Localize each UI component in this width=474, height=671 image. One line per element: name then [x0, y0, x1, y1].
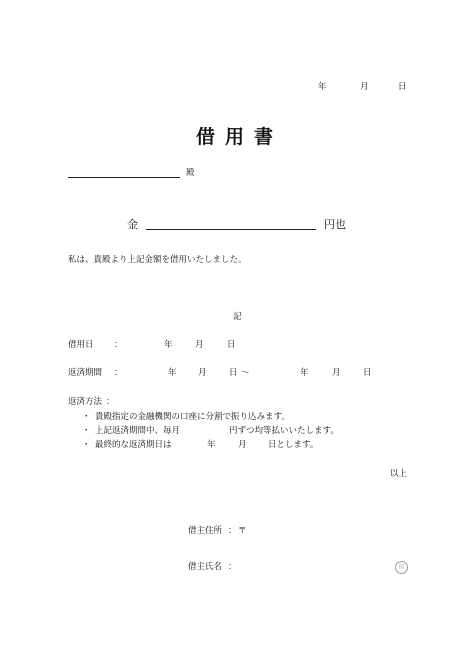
repayment-period-label: 返済期間 — [68, 368, 103, 378]
method-bullet-3: ・ — [82, 440, 91, 450]
period-end-month: 月 — [332, 368, 341, 378]
date-month: 月 — [360, 82, 369, 92]
method-item-1: 貴殿指定の金融機関の口座に分割で振り込みます。 — [95, 412, 290, 422]
amount-prefix: 金 — [127, 218, 138, 231]
borrow-date-label: 借用日 — [68, 340, 94, 350]
repayment-method-label: 返済方法 — [68, 397, 103, 407]
ijo-closing: 以上 — [390, 469, 408, 479]
borrower-name-colon: ： — [228, 562, 237, 572]
period-start-day: 日 — [229, 368, 238, 378]
borrow-statement: 私は、貴殿より上記金額を借用いたしました。 — [68, 255, 247, 265]
method-item-3: 最終的な返済期日は — [95, 440, 172, 450]
borrow-date-colon: ： — [114, 340, 123, 350]
method-item-2-tail: 円ずつ均等払いいたします。 — [229, 426, 339, 436]
addressee-suffix: 殿 — [186, 168, 195, 178]
borrow-date-month: 月 — [195, 340, 204, 350]
method-bullet-1: ・ — [82, 412, 91, 422]
borrower-address-colon: ： — [228, 526, 237, 536]
method-item-3-month: 月 — [238, 440, 247, 450]
period-end-day: 日 — [363, 368, 372, 378]
date-day: 日 — [398, 82, 407, 92]
repayment-period-colon: ： — [114, 368, 123, 378]
borrower-address-label: 借主住所 — [188, 526, 223, 536]
method-item-2: 上記返済期間中、毎月 — [95, 426, 181, 436]
period-start-month: 月 — [198, 368, 207, 378]
period-tilde: ～ — [241, 368, 250, 378]
borrow-date-year: 年 — [164, 340, 173, 350]
method-item-3-tail: 日とします。 — [268, 440, 319, 450]
amount-suffix: 円也 — [324, 218, 346, 231]
borrower-name-label: 借主氏名 — [188, 562, 223, 572]
period-end-year: 年 — [300, 368, 309, 378]
ki-heading: 記 — [233, 312, 242, 322]
seal-mark-icon: 印 — [395, 561, 408, 574]
document-title: 借用書 — [196, 126, 284, 148]
amount-line — [146, 229, 316, 230]
repayment-method-colon: ： — [106, 397, 115, 407]
method-item-3-year: 年 — [207, 440, 216, 450]
borrow-date-day: 日 — [227, 340, 236, 350]
addressee-line — [68, 177, 180, 178]
period-start-year: 年 — [168, 368, 177, 378]
method-bullet-2: ・ — [82, 426, 91, 436]
postal-mark: 〒 — [238, 526, 247, 536]
date-year: 年 — [318, 82, 327, 92]
